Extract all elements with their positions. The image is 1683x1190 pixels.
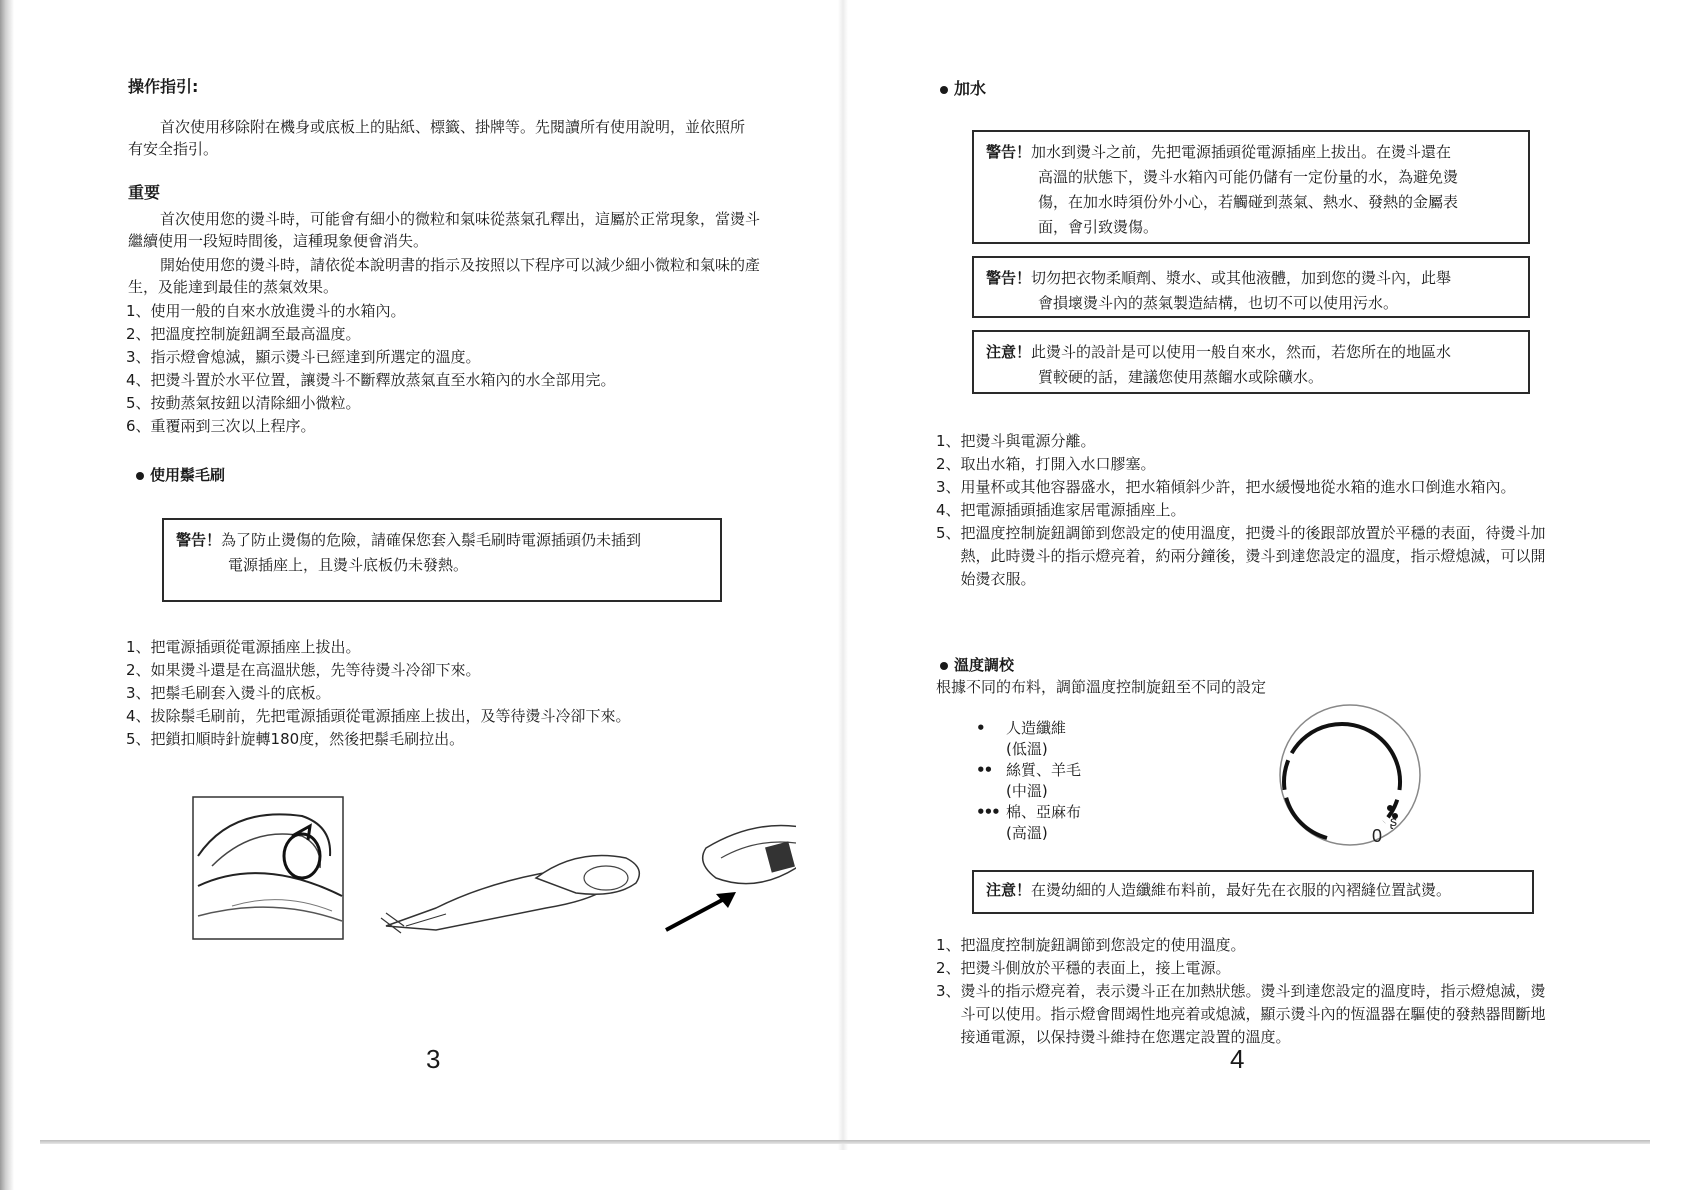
note-box-1	[972, 330, 1530, 394]
temp-subheading: 根據不同的布料，調節溫度控制旋鈕至不同的設定	[936, 678, 1267, 696]
list-item: 3、把鬃毛刷套入燙斗的底板。	[126, 684, 331, 702]
list-item: 5、 把溫度控制旋鈕調節到您設定的使用溫度，把燙斗的後跟部放置於平穩的表面，待燙斗加熱，此時燙斗的指示燈亮着，約兩分鐘後，燙斗到達您設定的溫度，指示燈熄滅，可以開始燙衣服。	[936, 524, 1546, 588]
page-title: 操作指引:	[128, 77, 199, 96]
page-number: 4	[1230, 1044, 1245, 1074]
water-steps	[936, 430, 1546, 591]
list-item: 1、把電源插頭從電源插座上拔出。	[126, 638, 361, 656]
fabric-name: 絲質、羊毛	[1006, 761, 1082, 779]
temp-heading-label: 溫度調校	[954, 656, 1015, 674]
iron-lock-illustration	[192, 796, 344, 940]
note-label: 注意！	[986, 881, 1032, 899]
list-item: 5、按動蒸氣按鈕以清除細小微粒。	[126, 394, 361, 412]
important-paragraph-1: 首次使用您的燙斗時，可能會有細小的微粒和氣味從蒸氣孔釋出，這屬於正常現象，當燙斗繼續使用一段短時間後，這種現象便會消失。	[128, 210, 761, 250]
warning-text: 加水到燙斗之前，先把電源插頭從電源插座上拔出。在燙斗還在	[1031, 143, 1452, 161]
warning-text: 高溫的狀態下，燙斗水箱內可能仍儲有一定份量的水，為避免燙	[1038, 168, 1459, 186]
water-heading-label: 加水	[954, 79, 987, 98]
intro-paragraph: 首次使用移除附在機身或底板上的貼紙、標籤、掛牌等。先閱讀所有使用說明，並依照所有安全指引。	[128, 118, 746, 158]
warning-box-1	[972, 130, 1530, 244]
warning-box-2	[972, 256, 1530, 318]
brush-heading-label: 使用鬃毛刷	[150, 466, 226, 484]
fabric-name: 人造纖維	[1006, 719, 1067, 737]
temp-setting	[976, 718, 1081, 739]
list-item: 2、如果燙斗還是在高溫狀態，先等待燙斗冷卻下來。	[126, 661, 481, 679]
list-item: 1、使用一般的自來水放進燙斗的水箱內。	[126, 302, 406, 320]
page-edge-shadow	[0, 0, 14, 1190]
temp-setting	[976, 802, 1081, 823]
page-number: 3	[426, 1044, 441, 1074]
bullet-icon	[136, 472, 144, 480]
important-heading: 重要	[128, 183, 161, 202]
list-item: 4、 把電源插頭插進家居電源插座上。	[936, 501, 1186, 519]
warning-text: 切勿把衣物柔順劑、漿水、或其他液體，加到您的燙斗內，此舉	[1031, 269, 1452, 287]
list-item: 2、 把燙斗側放於平穩的表面上，接上電源。	[936, 959, 1231, 977]
list-item: 3、 用量杯或其他容器盛水，把水箱傾斜少許，把水緩慢地從水箱的進水口倒進水箱內。	[936, 478, 1516, 496]
warning-text: 會損壞燙斗內的蒸氣製造結構，也切不可以使用污水。	[1038, 294, 1399, 312]
list-item: 3、 燙斗的指示燈亮着，表示燙斗正在加熱狀態。燙斗到達您設定的溫度時，指示燈熄滅，燙斗可以使用。指示燈會間竭性地亮着或熄滅，顯示燙斗內的恆溫器在驅使的發熱器間斷地接通電源，以保持燙斗維持在您選定設置的溫度。	[936, 982, 1546, 1046]
warning-box	[162, 518, 722, 602]
list-item: 1、 把溫度控制旋鈕調節到您設定的使用溫度。	[936, 936, 1246, 954]
svg-text:ʂ: ʂ	[1390, 813, 1397, 829]
warning-text: 電源插座上，且燙斗底板仍未發熱。	[228, 556, 469, 574]
temp-level: (低溫)	[1006, 740, 1048, 758]
temp-settings-list	[976, 718, 1081, 844]
right-page	[930, 0, 1570, 1140]
list-item: 2、把溫度控制旋鈕調至最高溫度。	[126, 325, 361, 343]
list-item: 6、重覆兩到三次以上程序。	[126, 417, 316, 435]
list-item: 4、拔除鬃毛刷前，先把電源插頭從電源插座上拔出，及等待燙斗冷卻下來。	[126, 707, 631, 725]
warning-label: 警告！	[986, 143, 1032, 161]
list-item: 2、 取出水箱，打開入水口膠塞。	[936, 455, 1156, 473]
brush-steps	[126, 636, 631, 751]
temp-steps	[936, 934, 1548, 1049]
warning-label: 警告！	[176, 531, 222, 549]
first-use-steps	[126, 300, 616, 438]
bullet-icon	[940, 86, 948, 94]
left-page	[120, 0, 760, 1140]
iron-brush-illustration	[376, 808, 796, 940]
temp-level: (高溫)	[1006, 824, 1048, 842]
temperature-dial-icon	[1272, 700, 1430, 850]
list-item: 1、 把燙斗與電源分離。	[936, 432, 1096, 450]
note-box-2	[972, 870, 1534, 914]
note-label: 注意！	[986, 343, 1032, 361]
warning-text: 傷，在加水時須份外小心，若觸碰到蒸氣、熱水、發熱的金屬表	[1038, 193, 1459, 211]
temp-setting	[976, 760, 1081, 781]
warning-text: 面，會引致燙傷。	[1038, 218, 1159, 236]
book-gutter	[838, 0, 848, 1150]
bullet-icon	[940, 662, 948, 670]
warning-text: 為了防止燙傷的危險，請確保您套入鬃毛刷時電源插頭仍未插到	[221, 531, 642, 549]
list-item: 5、把鎖扣順時針旋轉180度，然後把鬃毛刷拉出。	[126, 730, 465, 748]
temp-heading	[940, 654, 1014, 676]
temp-dots: •••	[976, 803, 999, 821]
page-bottom-edge	[40, 1140, 1650, 1144]
water-heading	[940, 78, 986, 100]
dial-zero-label: 0	[1372, 826, 1383, 846]
temp-dots: ••	[976, 761, 992, 779]
list-item: 4、把燙斗置於水平位置，讓燙斗不斷釋放蒸氣直至水箱內的水全部用完。	[126, 371, 616, 389]
note-text: 此燙斗的設計是可以使用一般自來水，然而，若您所在的地區水	[1031, 343, 1452, 361]
note-text: 質較硬的話，建議您使用蒸餾水或除礦水。	[1038, 368, 1324, 386]
list-item: 3、指示燈會熄滅，顯示燙斗已經達到所選定的溫度。	[126, 348, 481, 366]
fabric-name: 棉、亞麻布	[1006, 803, 1082, 821]
warning-label: 警告！	[986, 269, 1032, 287]
temp-level: (中溫)	[1006, 782, 1048, 800]
note-text: 在燙幼細的人造纖維布料前，最好先在衣服的內褶縫位置試燙。	[1031, 881, 1452, 899]
important-paragraph-2: 開始使用您的燙斗時，請依從本說明書的指示及按照以下程序可以減少細小微粒和氣味的產生，及能達到最佳的蒸氣效果。	[128, 256, 761, 296]
brush-heading	[136, 464, 225, 486]
temp-dots: •	[976, 719, 984, 737]
